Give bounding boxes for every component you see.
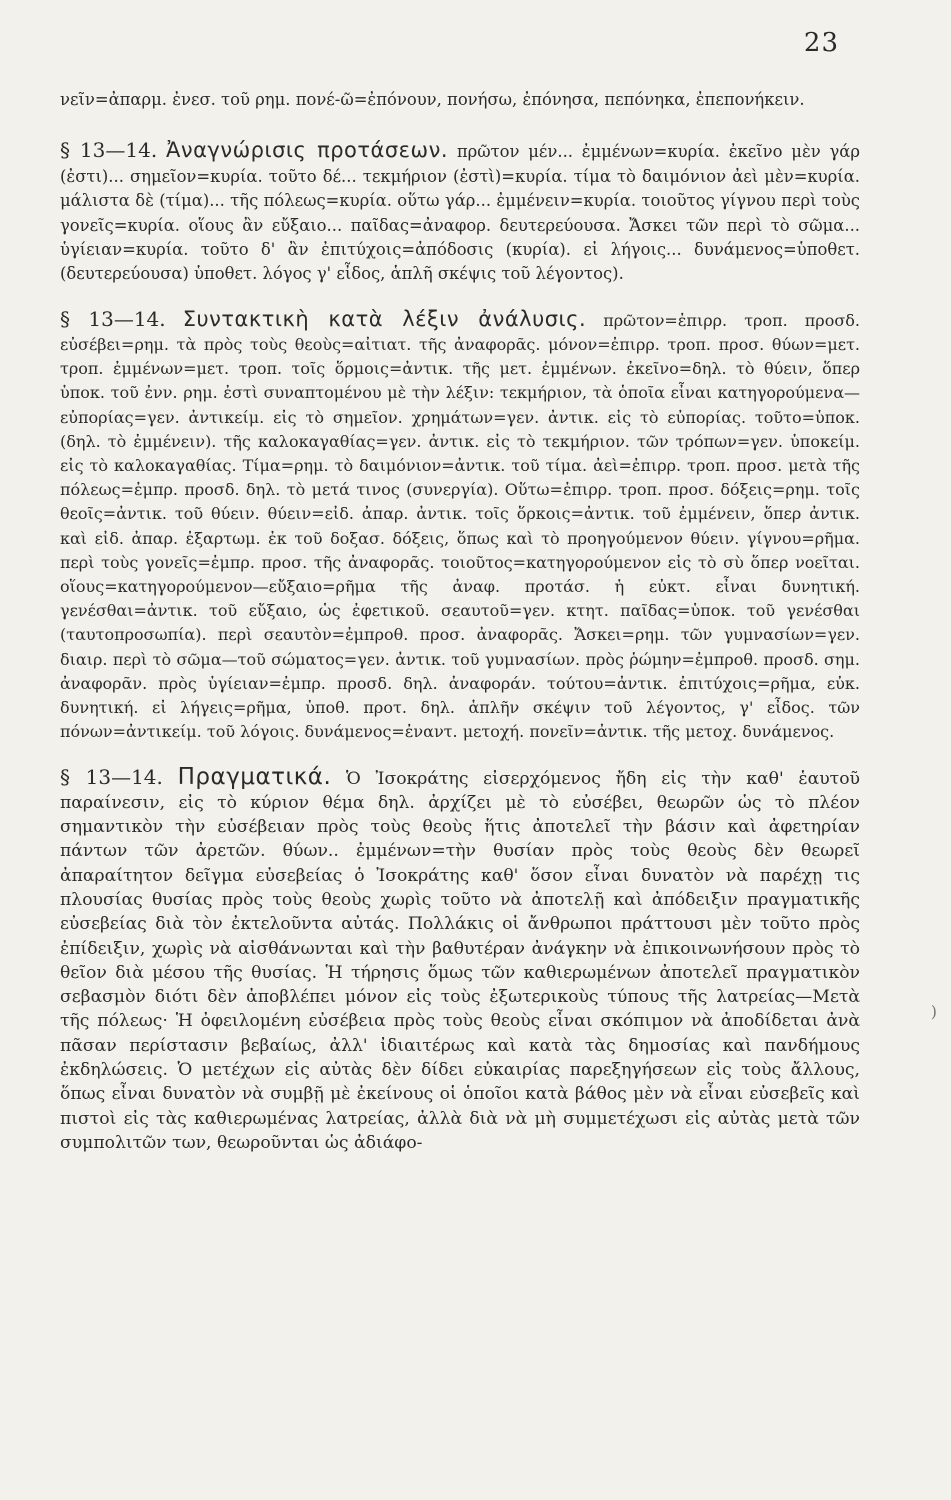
section-recognition <box>60 138 860 286</box>
page-number: 23 <box>803 28 839 58</box>
section-text: πρῶτον=ἐπιρρ. τροπ. προσδ. εὐσέβει=ρημ. τὰ πρὸς τοὺς θεοὺς=αἰτιατ. τῆς ἀναφορᾶς. μόνον=ἐπιρρ. τροπ. προσ. θύων=μετ. τροπ. ἐμμένων=μετ. τροπ. τοῖς ὅρμοις=ἀντικ. τῆς μετ. ἐμμένων. ἐκεῖνο=δηλ. τὸ θύειν, ὅπερ ὑποκ. τοῦ ἐνν. ρημ. ἐστὶ συναπτομένου μὲ τὴν λέξιν: τεκμήριον, τὰ ὁποῖα εἶναι κατηγορούμενα—εὐπορίας=γεν. ἀντικείμ. εἰς τὸ σημεῖον. χρημάτων=γεν. ἀντικ. εἰς τὸ εὐπορίας. τοῦτο=ὑποκ. (δηλ. τὸ ἐμμένειν). τῆς καλοκαγαθίας=γεν. ἀντικ. εἰς τὸ τεκμήριον. τῶν τρόπων=γεν. ὑποκείμ. εἰς τὸ καλοκαγαθίας. Τίμα=ρημ. τὸ δαιμόνιον=ἀντικ. τοῦ τίμα. ἀεὶ=ἐπιρρ. τροπ. προσ. μετὰ τῆς πόλεως=ἐμπρ. προσδ. δηλ. τὸ μετά τινος (συνεργία). Οὕτω=ἐπιρρ. τροπ. προσ. δόξεις=ρημ. τοῖς θεοῖς=ἀντικ. τοῦ θύειν. θύειν=εἰδ. ἀπαρ. ἀντικ. τοῖς ὅρκοις=ἀντικ. τοῦ ἐμμένειν, ὅπερ ἀντικ. καὶ εἰδ. ἀπαρ. ἐξαρτωμ. ἐκ τοῦ δοξασ. δόξεις, ὅπως καὶ τὸ προηγούμενον θύειν. γίγνου=ρῆμα. περὶ τοὺς γονεῖς=ἐμπρ. προσ. τῆς ἀναφορᾶς. τοιοῦτος=κατηγορούμενον εἰς τὸ σὺ ὅπερ νοεῖται. οἵους=κατηγορούμενον—εὔξαιο=ρῆμα τῆς ἀναφ. προτάσ. ἡ εὐκτ. εἶναι δυνητική. γενέσθαι=ἀντικ. τοῦ εὔξαιο, ὡς ἐφετικοῦ. σεαυτοῦ=γεν. κτητ. παῖδας=ὑποκ. τοῦ γενέσθαι (ταυτοπροσωπία). περὶ σεαυτὸν=ἐμπροθ. προσ. ἀναφορᾶς. Ἄσκει=ρημ. τῶν γυμνασίων=γεν. διαιρ. περὶ τὸ σῶμα—τοῦ σώματος=γεν. ἀντικ. τοῦ γυμνασίων. πρὸς ῥώμην=ἐμπροθ. προσδ. σημ. ἀναφορᾶν. πρὸς ὑγίειαν=ἐμπρ. προσδ. δηλ. ἀναφοράν. τούτου=ἀντικ. ἐπιτύχοις=ρῆμα, εὐκ. δυνητική. εἰ λήγεις=ρῆμα, ὑποθ. προτ. δηλ. ἁπλῆν σκέψιν τοῦ λέγοντος, γ' εἶδος. τῶν πόνων=ἀντικείμ. τοῦ λόγοις. δυνάμενος=ἐναντ. μετοχή. πονεῖν=ἀντικ. τῆς μετοχ. δυνάμενος. <box>60 310 860 742</box>
section-title: Συντακτικὴ κατὰ λέξιν ἀνάλυσις. <box>182 306 587 331</box>
section-title: Πραγματικά. <box>177 763 332 790</box>
section-title: Ἀναγνώρισις προτάσεων. <box>165 138 449 163</box>
section-facts <box>60 765 860 1156</box>
section-text: πρῶτον μέν... ἐμμένων=κυρία. ἐκεῖνο μὲν γάρ (ἐστι)... σημεῖον=κυρία. τοῦτο δέ... τεκμήριον (ἐστὶ)=κυρία. τίμα τὸ δαιμόνιον ἀεὶ μὲν=κυρία. μάλιστα δὲ (τίμα)... τῆς πόλεως=κυρία. οὕτω γάρ... ἐμμένειν=κυρία. τοιοῦτος γίγνου περὶ τοὺς γονεῖς=κυρία. οἵους ἂν εὔξαιο... παῖδας=ἀναφορ. δευτερεύουσα. Ἄσκει τῶν περὶ τὸ σῶμα... ὑγίειαν=κυρία. τοῦτο δ' ἂν ἐπιτύχοις=ἀπόδοσις (κυρία). εἰ λήγοις... δυνάμενος=ὑποθετ. (δευτερεύουσα) ὑποθετ. λόγος γ' εἶδος, ἁπλῆ σκέψις τοῦ λέγοντος). <box>60 142 860 284</box>
section-syntax <box>60 307 860 745</box>
section-number: § 13—14. <box>60 138 158 163</box>
section-number: § 13—14. <box>60 764 163 789</box>
intro-paragraph: νεῖν=ἀπαρμ. ἐνεσ. τοῦ ρημ. πονέ-ῶ=ἐπόνουν, πονήσω, ἐπόνησα, πεπόνηκα, ἐπεπονήκειν. <box>60 90 805 109</box>
page-body <box>60 88 860 1175</box>
section-text: Ὁ Ἰσοκράτης εἰσερχόμενος ἤδη εἰς τὴν καθ' ἑαυτοῦ παραίνεσιν, εἰς τὸ κύριον θέμα δηλ. ἀρχίζει μὲ τὸ εὐσέβει, θεωρῶν ὡς τὸ πλέον σημαντικὸν τὴν εὐσέβειαν πρὸς τοὺς θεοὺς ἥτις ἀποτελεῖ τὴν βάσιν καὶ ἀφετηρίαν πάντων τῶν ἀρετῶν. θύων.. ἐμμένων=τὴν θυσίαν πρὸς τοὺς θεοὺς δὲν θεωρεῖ ἀπαραίτητον δεῖγμα εὐσεβείας ὁ Ἰσοκράτης καθ' ὅσον εἶναι δυνατὸν νὰ παρέχῃ τις πλουσίας θυσίας πρὸς τοὺς θεοὺς χωρὶς τοῦτο νὰ ἀποτελῇ καὶ ἀπόδειξιν πραγματικῆς εὐσεβείας διὰ τὸν ἐκτελοῦντα αὐτάς. Πολλάκις οἱ ἄνθρωποι πράττουσι μὲν τοῦτο πρὸς ἐπίδειξιν, χωρὶς νὰ αἰσθάνωνται καὶ τὴν βαθυτέραν ἀνάγκην νὰ ἐπικοινωνήσουν πρὸς τὸ θεῖον διὰ μέσου τῆς θυσίας. Ἡ τήρησις ὅμως τῶν καθιερωμένων ἀποτελεῖ πραγματικὸν σεβασμὸν διότι δὲν ἀποβλέπει μόνον εἰς τοὺς ἐξωτερικοὺς τύπους τῆς λατρείας—Μετὰ τῆς πόλεως· Ἡ ὀφειλομένη εὐσέβεια πρὸς τοὺς θεοὺς εἶναι σκόπιμον νὰ ἀποδίδεται ἀνὰ πᾶσαν περίστασιν βεβαίως, ἀλλ' ἰδιαιτέρως καὶ κατὰ τὰς δημοσίας καὶ πανδήμους ἐκδηλώσεις. Ὁ μετέχων εἰς αὐτὰς δὲν δίδει εὐκαιρίας παρεξηγήσεων εἰς τοὺς ἄλλους, ὅπως εἶναι δυνατὸν νὰ συμβῇ μὲ ἐκείνους οἱ ὁποῖοι κατὰ βάθος μὲν νὰ εἶναι εὐσεβεῖς καὶ πιστοὶ εἰς τὰς καθιερωμένας λατρείας, ἀλλὰ διὰ νὰ μὴ συμμετέχωσι εἰς αὐτὰς μετὰ τῶν συμπολιτῶν των, θεωροῦνται ὡς ἀδιάφο- <box>60 768 860 1153</box>
section-number: § 13—14. <box>60 306 166 331</box>
margin-mark: ) <box>930 1002 937 1021</box>
